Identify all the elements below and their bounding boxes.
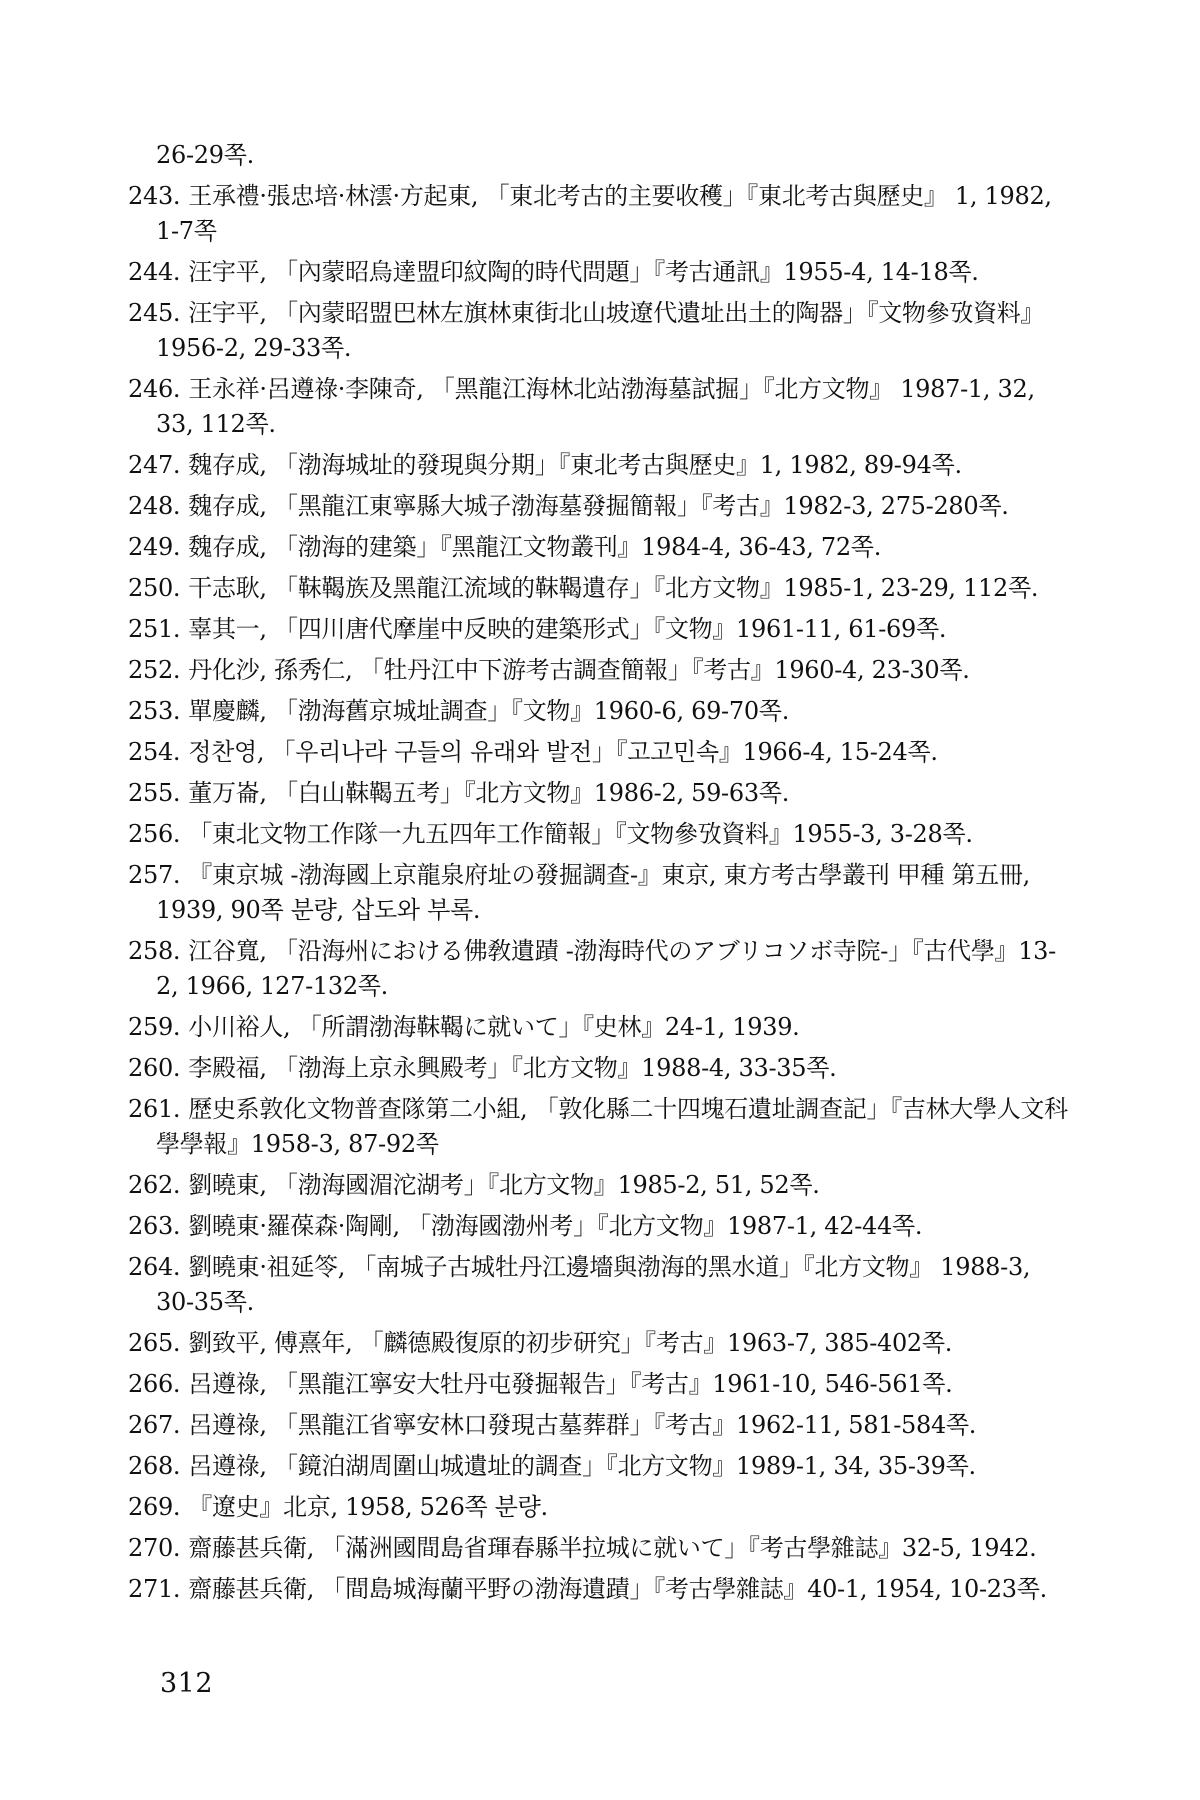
reference-number: 244. — [128, 258, 181, 286]
reference-text: 汪宇平, 「內蒙昭烏達盟印紋陶的時代問題」『考古通訊』1955-4, 14-18쪽. — [188, 258, 979, 286]
reference-item — [128, 1209, 1068, 1244]
reference-text: 『遼史』北京, 1958, 526쪽 분량. — [188, 1493, 548, 1521]
reference-text: 丹化沙, 孫秀仁, 「牡丹江中下游考古調查簡報」『考古』1960-4, 23-30쪽. — [188, 656, 970, 684]
reference-text: 干志耿, 「靺鞨族及黑龍江流域的靺鞨遺存」『北方文物』1985-1, 23-29, 112쪽. — [188, 574, 1039, 602]
reference-text: 李殿福, 「渤海上京永興殿考」『北方文物』1988-4, 33-35쪽. — [188, 1054, 837, 1082]
reference-item — [128, 934, 1068, 1004]
reference-number: 262. — [128, 1171, 181, 1199]
reference-text: 呂遵祿, 「黑龍江寧安大牡丹屯發掘報告」『考古』1961-10, 546-561쪽. — [188, 1370, 953, 1398]
reference-number: 261. — [128, 1095, 181, 1123]
reference-text: 江谷寬, 「沿海州における佛敎遺蹟 -渤海時代のアブリコソボ寺院-」『古代學』13-2, 1966, 127-132쪽. — [156, 937, 1056, 1000]
reference-item — [128, 1531, 1068, 1566]
reference-number: 252. — [128, 656, 181, 684]
reference-item — [128, 1250, 1068, 1320]
reference-number: 269. — [128, 1493, 181, 1521]
reference-text: 辜其一, 「四川唐代摩崖中反映的建築形式」『文物』1961-11, 61-69쪽. — [188, 615, 947, 643]
reference-item — [128, 372, 1068, 442]
reference-item — [128, 694, 1068, 729]
reference-text: 정찬영, 「우리나라 구들의 유래와 발전」『고고민속』1966-4, 15-24쪽. — [188, 738, 938, 766]
reference-item — [128, 530, 1068, 565]
reference-item — [128, 179, 1068, 249]
reference-item — [128, 1092, 1068, 1162]
reference-number: 245. — [128, 299, 181, 327]
reference-text: 劉曉東, 「渤海國湄沱湖考」『北方文物』1985-2, 51, 52쪽. — [188, 1171, 820, 1199]
reference-item — [128, 1408, 1068, 1443]
reference-item — [128, 1449, 1068, 1484]
reference-item — [128, 1051, 1068, 1086]
reference-item — [128, 612, 1068, 647]
reference-number: 255. — [128, 779, 181, 807]
reference-number: 268. — [128, 1452, 181, 1480]
reference-item — [128, 1367, 1068, 1402]
reference-number: 250. — [128, 574, 181, 602]
reference-item — [128, 1326, 1068, 1361]
reference-item — [128, 571, 1068, 606]
reference-item — [128, 1572, 1068, 1607]
reference-number: 248. — [128, 492, 181, 520]
reference-item — [128, 858, 1068, 928]
reference-number: 259. — [128, 1013, 181, 1041]
reference-number: 246. — [128, 375, 181, 403]
reference-item — [128, 255, 1068, 290]
page-number: 312 — [160, 1668, 214, 1699]
reference-item — [128, 776, 1068, 811]
reference-item — [128, 735, 1068, 770]
reference-number: 263. — [128, 1212, 181, 1240]
reference-text: 呂遵祿, 「鏡泊湖周圍山城遺址的調查」『北方文物』1989-1, 34, 35-39쪽. — [188, 1452, 976, 1480]
reference-number: 264. — [128, 1253, 181, 1281]
reference-text: 魏存成, 「渤海的建築」『黑龍江文物叢刊』1984-4, 36-43, 72쪽. — [188, 533, 882, 561]
reference-list — [128, 138, 1068, 1613]
reference-number: 266. — [128, 1370, 181, 1398]
reference-item — [128, 653, 1068, 688]
reference-text: 呂遵祿, 「黑龍江省寧安林口發現古墓葬群」『考古』1962-11, 581-584쪽. — [188, 1411, 977, 1439]
reference-item — [128, 296, 1068, 366]
reference-text: 歷史系敦化文物普查隊第二小組, 「敦化縣二十四塊石遺址調查記」『吉林大學人文科學學報』1958-3, 87-92쪽 — [156, 1095, 1068, 1158]
reference-item — [128, 817, 1068, 852]
reference-item — [128, 1490, 1068, 1525]
reference-number: 271. — [128, 1575, 181, 1603]
reference-text: 劉致平, 傅熹年, 「麟德殿復原的初步研究」『考古』1963-7, 385-402쪽. — [188, 1329, 953, 1357]
reference-text: 小川裕人, 「所謂渤海靺鞨に就いて」『史林』24-1, 1939. — [188, 1013, 800, 1041]
reference-text: 董万崙, 「白山靺鞨五考」『北方文物』1986-2, 59-63쪽. — [188, 779, 790, 807]
reference-number: 260. — [128, 1054, 181, 1082]
reference-text: 王永祥·呂遵祿·李陳奇, 「黑龍江海林北站渤海墓試掘」『北方文物』 1987-1, 32, 33, 112쪽. — [156, 375, 1035, 438]
reference-item — [128, 489, 1068, 524]
reference-item — [128, 448, 1068, 483]
reference-text: 劉曉東·羅葆森·陶剛, 「渤海國渤州考」『北方文物』1987-1, 42-44쪽. — [188, 1212, 923, 1240]
reference-number: 258. — [128, 937, 181, 965]
reference-text: 『東京城 -渤海國上京龍泉府址の發掘調查-』東京, 東方考古學叢刊 甲種 第五冊, 1939, 90쪽 분량, 삽도와 부록. — [156, 861, 1030, 924]
reference-item — [128, 1010, 1068, 1045]
reference-text: 單慶麟, 「渤海舊京城址調查」『文物』1960-6, 69-70쪽. — [188, 697, 790, 725]
reference-number: 253. — [128, 697, 181, 725]
reference-number: 251. — [128, 615, 181, 643]
reference-number: 247. — [128, 451, 181, 479]
reference-text: 魏存成, 「渤海城址的發現與分期」『東北考古與歷史』1, 1982, 89-94쪽. — [188, 451, 962, 479]
reference-text: 「東北文物工作隊一九五四年工作簡報」『文物參攷資料』1955-3, 3-28쪽. — [188, 820, 973, 848]
reference-text: 魏存成, 「黑龍江東寧縣大城子渤海墓發掘簡報」『考古』1982-3, 275-280쪽. — [188, 492, 1009, 520]
reference-text: 汪宇平, 「內蒙昭盟巴林左旗林東街北山坡遼代遺址出土的陶器」『文物參攷資料』1956-2, 29-33쪽. — [156, 299, 1045, 362]
reference-text: 王承禮·張忠培·林澐·方起東, 「東北考古的主要收穫」『東北考古與歷史』 1, 1982, 1-7쪽 — [156, 182, 1052, 245]
reference-text: 齋藤甚兵衛, 「間島城海蘭平野の渤海遺蹟」『考古學雜誌』40-1, 1954, 10-23쪽. — [188, 1575, 1047, 1603]
reference-number: 267. — [128, 1411, 181, 1439]
reference-number: 243. — [128, 182, 181, 210]
reference-number: 249. — [128, 533, 181, 561]
reference-number: 257. — [128, 861, 181, 889]
reference-number: 256. — [128, 820, 181, 848]
reference-continuation — [128, 138, 1068, 173]
reference-text: 26-29쪽. — [156, 141, 254, 169]
reference-text: 齋藤甚兵衛, 「滿洲國間島省琿春縣半拉城に就いて」『考古學雜誌』32-5, 1942. — [188, 1534, 1037, 1562]
reference-item — [128, 1168, 1068, 1203]
reference-number: 254. — [128, 738, 181, 766]
reference-text: 劉曉東·祖延笭, 「南城子古城牡丹江邊墻與渤海的黑水道」『北方文物』 1988-3, 30-35쪽. — [156, 1253, 1031, 1316]
reference-number: 265. — [128, 1329, 181, 1357]
reference-number: 270. — [128, 1534, 181, 1562]
